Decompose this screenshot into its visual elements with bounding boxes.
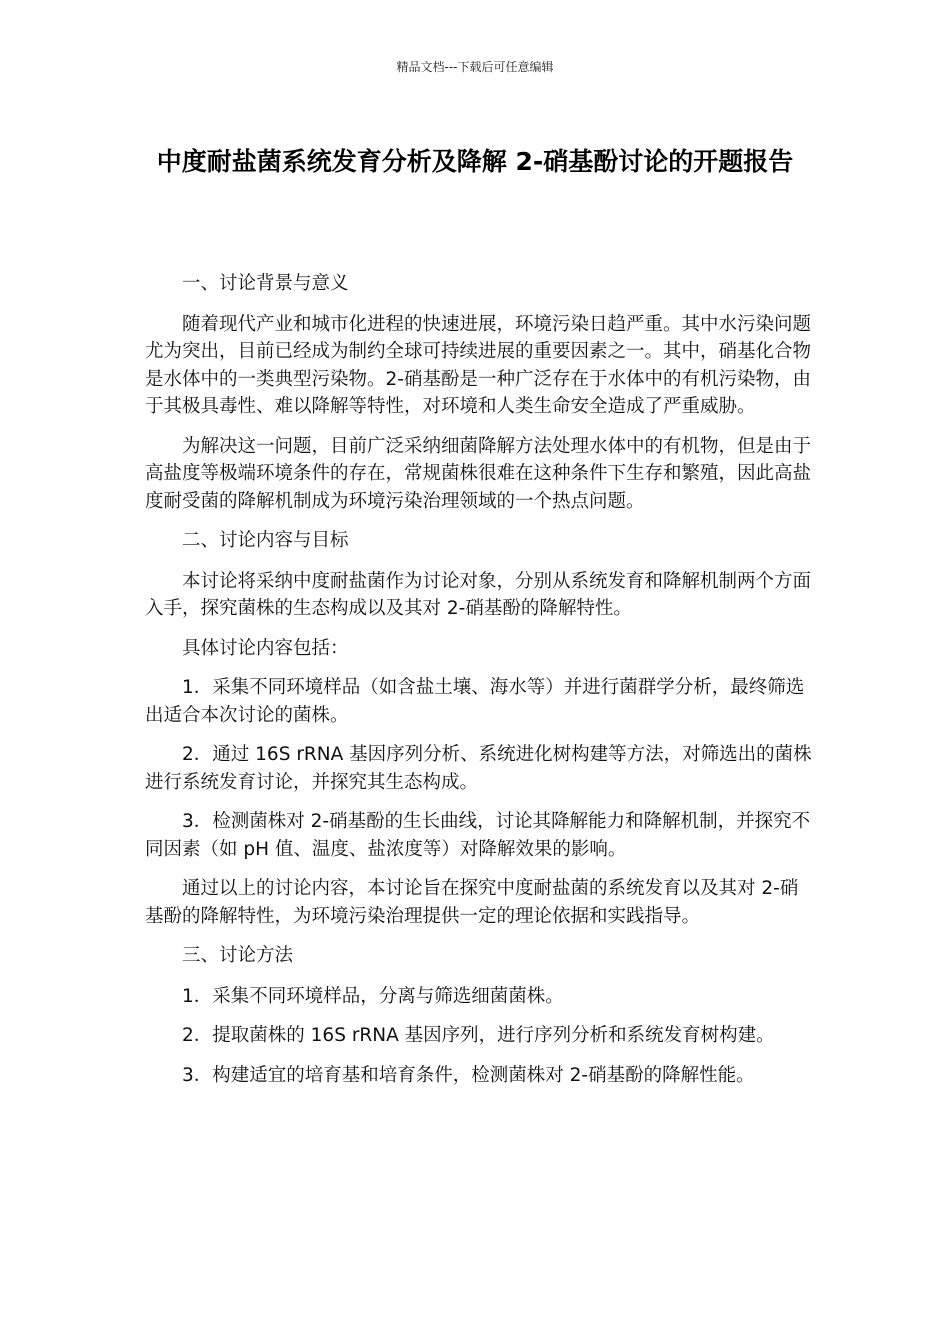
paragraph-background-1: 随着现代产业和城市化进程的快速进展，环境污染日趋严重。其中水污染问题尤为突出，目前已经成为制约全球可持续进展的重要因素之一。其中，硝基化合物是水体中的一类典型污染物。2-硝基酚是一种广泛存在于水体中的有机污染物，由于其极具毒性、难以降解等特性，对环境和人类生命安全造成了严重威胁。 bbox=[145, 313, 812, 417]
list-item-content-1: 1．采集不同环境样品（如含盐土壤、海水等）并进行菌群学分析，最终筛选出适合本次讨论的菌株。 bbox=[145, 677, 805, 726]
list-item-content-2: 2．通过 16S rRNA 基因序列分析、系统进化树构建等方法，对筛选出的菌株进行系统发育讨论，并探究其生态构成。 bbox=[145, 744, 812, 793]
paragraph-content-1: 本讨论将采纳中度耐盐菌作为讨论对象，分别从系统发育和降解机制两个方面入手，探究菌株的生态构成以及其对 2-硝基酚的降解特性。 bbox=[145, 570, 812, 619]
paragraph-background-2: 为解决这一问题，目前广泛采纳细菌降解方法处理水体中的有机物，但是由于高盐度等极端环境条件的存在，常规菌株很难在这种条件下生存和繁殖，因此高盐度耐受菌的降解机制成为环境污染治理领域的一个热点问题。 bbox=[145, 435, 812, 512]
section-heading-background: 一、讨论背景与意义 bbox=[182, 273, 349, 294]
paragraph-content-2: 具体讨论内容包括： bbox=[182, 637, 349, 659]
list-item-content-3: 3．检测菌株对 2-硝基酚的生长曲线，讨论其降解能力和降解机制，并探究不同因素（如 pH 值、温度、盐浓度等）对降解效果的影响。 bbox=[145, 811, 811, 860]
list-item-methods-1: 1．采集不同环境样品，分离与筛选细菌菌株。 bbox=[182, 985, 564, 1007]
list-item-methods-3: 3．构建适宜的培育基和培育条件，检测菌株对 2-硝基酚的降解性能。 bbox=[182, 1064, 755, 1086]
document-title: 中度耐盐菌系统发育分析及降解 2-硝基酚讨论的开题报告 bbox=[156, 147, 794, 176]
section-heading-content: 二、讨论内容与目标 bbox=[182, 530, 349, 551]
section-heading-methods: 三、讨论方法 bbox=[182, 945, 294, 966]
document-body bbox=[145, 270, 815, 1101]
paragraph-content-3: 通过以上的讨论内容，本讨论旨在探究中度耐盐菌的系统发育以及其对 2-硝基酚的降解特性，为环境污染治理提供一定的理论依据和实践指导。 bbox=[145, 878, 799, 927]
list-item-methods-2: 2．提取菌株的 16S rRNA 基因序列，进行序列分析和系统发育树构建。 bbox=[182, 1025, 775, 1046]
header-note: 精品文档---下载后可任意编辑 bbox=[396, 60, 554, 74]
